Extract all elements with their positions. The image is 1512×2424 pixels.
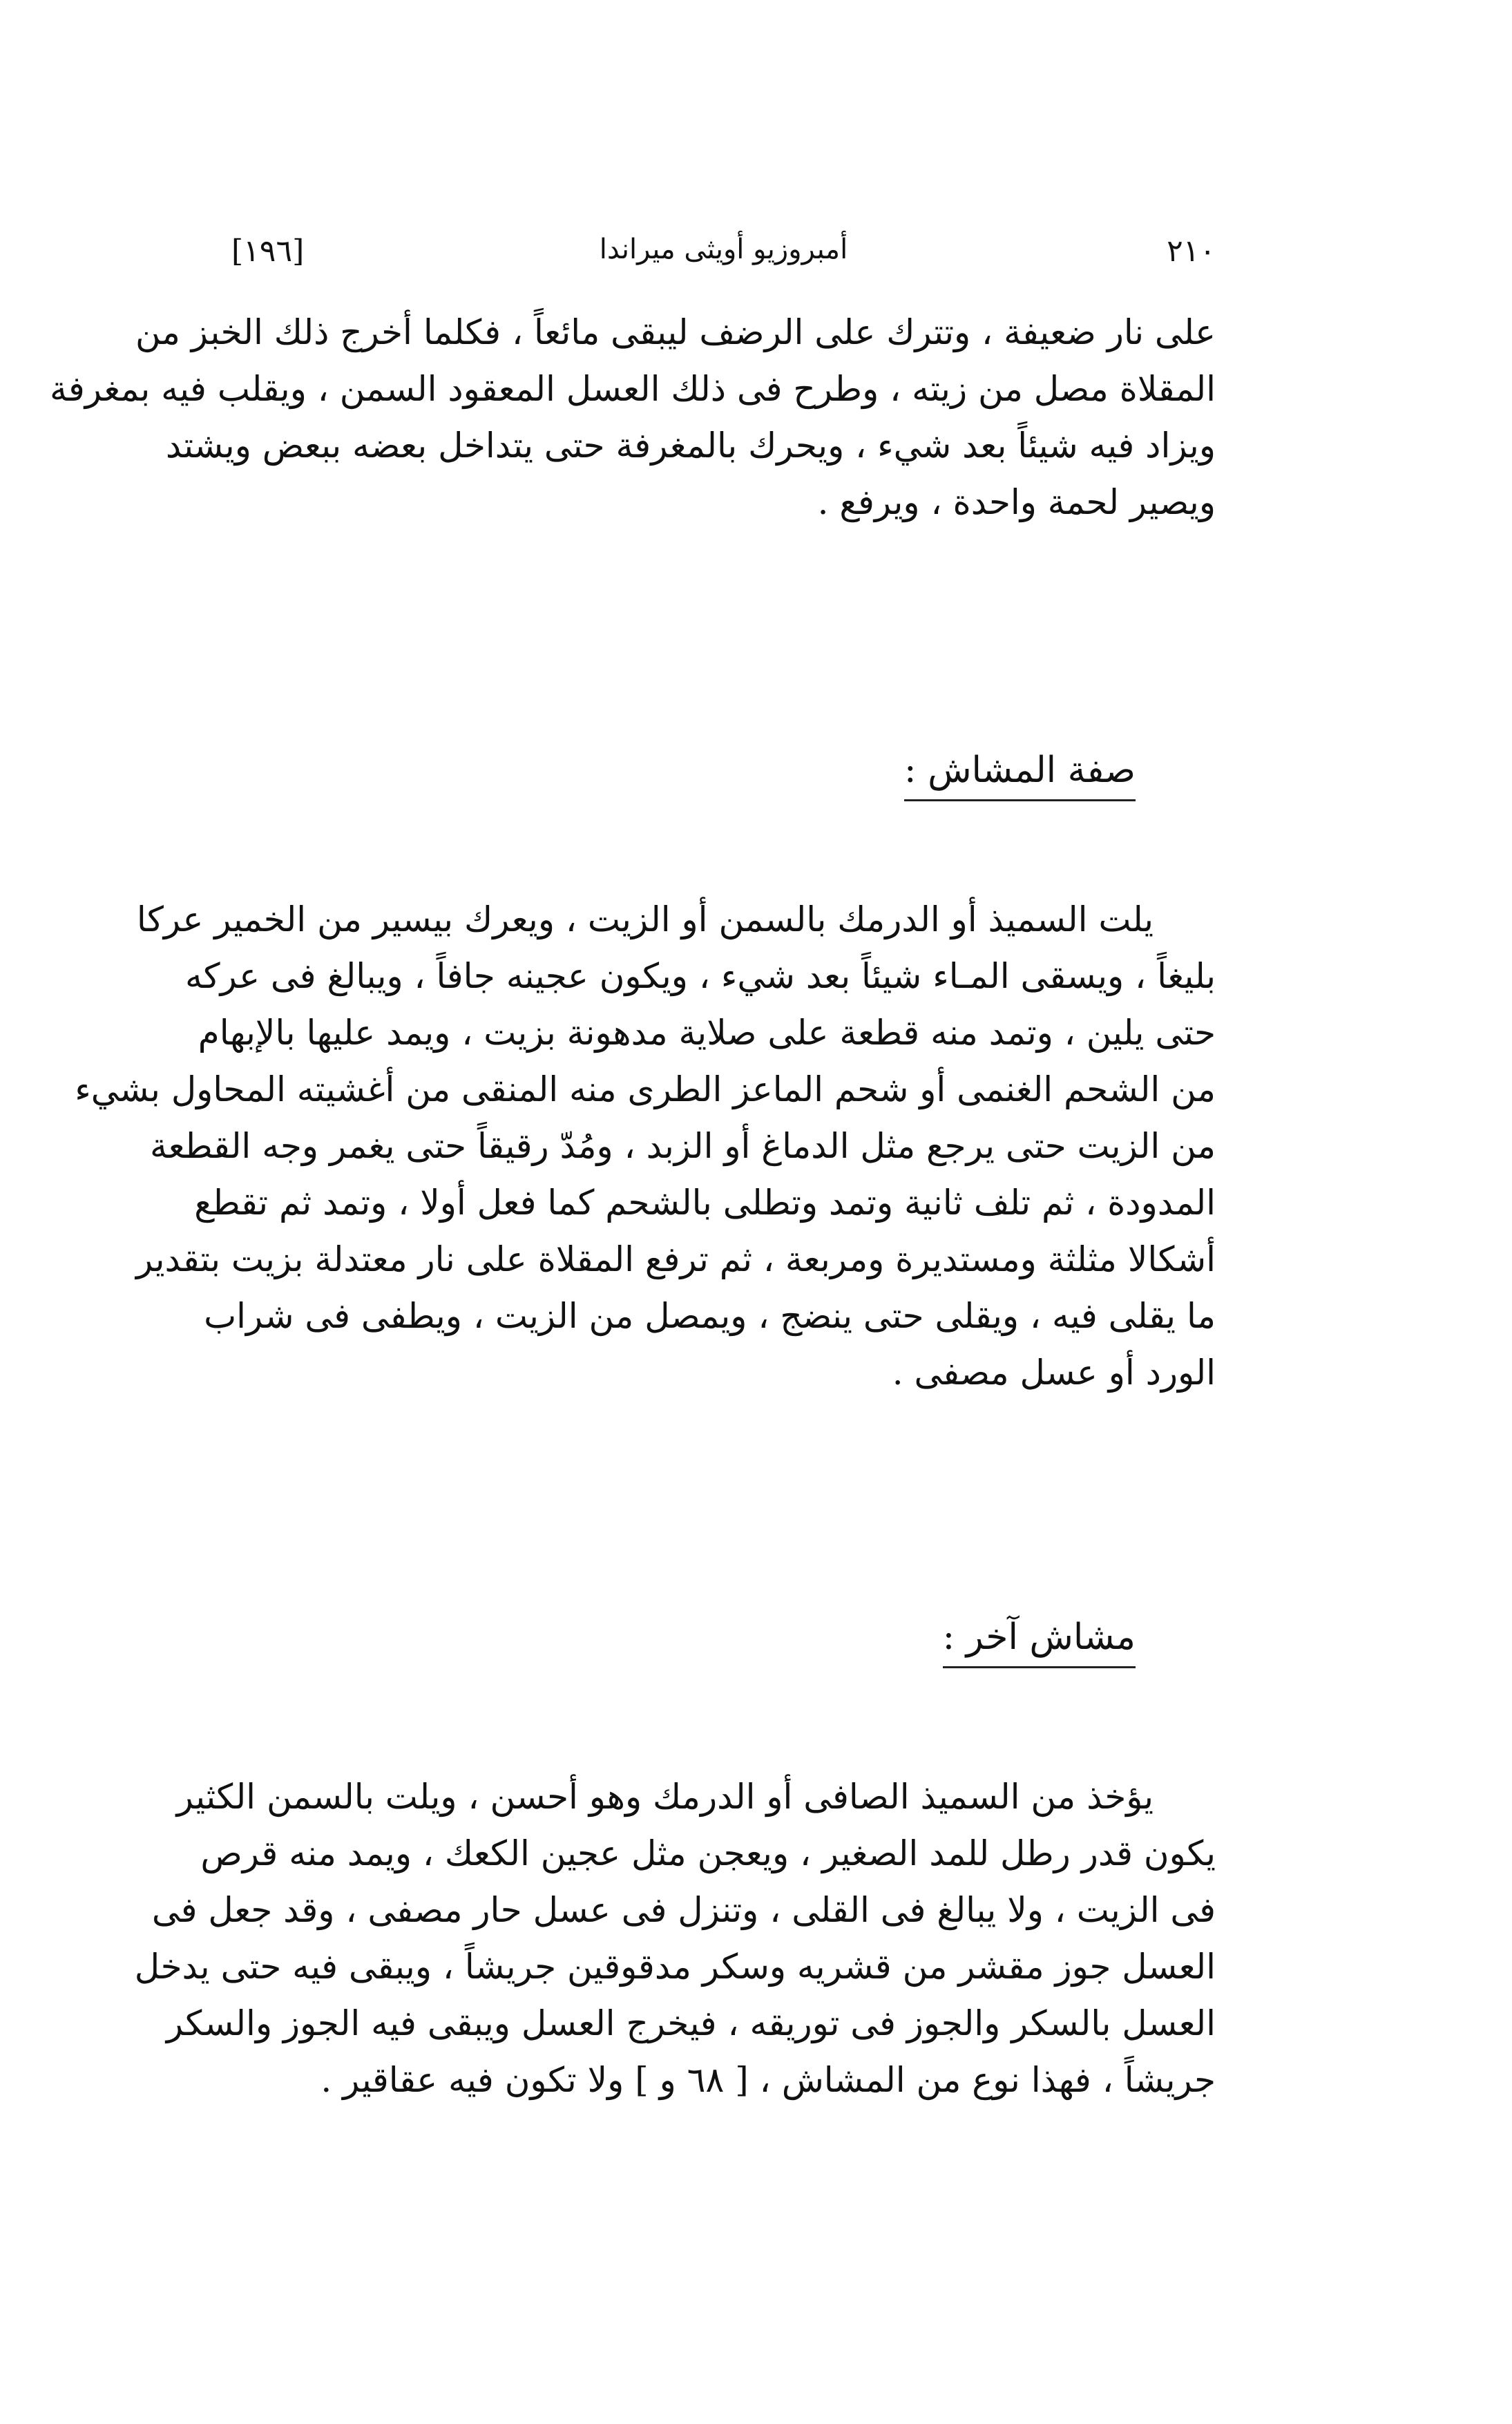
- text-line: الورد أو عسل مصفى .: [892, 1353, 1216, 1393]
- paragraph-2: [75, 891, 1216, 1401]
- text-line: أشكالا مثلثة ومستديرة ومربعة ، ثم ترفع المقلاة على نار معتدلة بزيت بتقدير: [135, 1239, 1216, 1279]
- text-line: فى الزيت ، ولا يبالغ فى القلى ، وتنزل فى عسل حار مصفى ، وقد جعل فى: [151, 1890, 1216, 1930]
- text-line: يلت السميذ أو الدرمك بالسمن أو الزيت ، ويعرك بيسير من الخمير عركا: [136, 899, 1154, 939]
- text-line: ما يقلى فيه ، ويقلى حتى ينضج ، ويمصل من الزيت ، ويطفى فى شراب: [204, 1296, 1216, 1336]
- paragraph-3: [134, 1768, 1216, 2108]
- page-number: ٢١٠: [1167, 233, 1216, 269]
- section-heading-another-mushash: [943, 1616, 1136, 1668]
- text-line: يؤخذ من السميذ الصافى أو الدرمك وهو أحسن ، ويلت بالسمن الكثير: [176, 1777, 1154, 1817]
- original-page-marker: [١٩٦]: [231, 233, 305, 269]
- text-line: يكون قدر رطل للمد الصغير ، ويعجن مثل عجين الكعك ، ويمد منه قرص: [200, 1833, 1216, 1873]
- heading-text: مشاش آخر :: [943, 1616, 1136, 1668]
- text-line: من الزيت حتى يرجع مثل الدماغ أو الزبد ، ومُدّ رقيقاً حتى يغمر وجه القطعة: [149, 1126, 1216, 1166]
- text-line: جريشاً ، فهذا نوع من المشاش ، [ ٦٨ و ] ولا تكون فيه عقاقير .: [320, 2060, 1216, 2100]
- text-line: حتى يلين ، وتمد منه قطعة على صلاية مدهونة بزيت ، ويمد عليها بالإبهام: [198, 1013, 1216, 1053]
- text-line: على نار ضعيفة ، وتترك على الرضف ليبقى مائعاً ، فكلما أخرج ذلك الخبز من: [135, 312, 1216, 352]
- text-line: ويزاد فيه شيئاً بعد شيء ، ويحرك بالمغرفة حتى يتداخل بعضه ببعض ويشتد: [165, 426, 1216, 466]
- section-heading-mushash: [904, 750, 1136, 801]
- heading-text: صفة المشاش :: [904, 750, 1136, 801]
- text-line: المدودة ، ثم تلف ثانية وتمد وتطلى بالشحم كما فعل أولا ، وتمد ثم تقطع: [194, 1183, 1216, 1223]
- text-line: المقلاة مصل من زيته ، وطرح فى ذلك العسل المعقود السمن ، ويقلب فيه بمغرفة: [50, 369, 1216, 409]
- paragraph-1: [50, 304, 1216, 531]
- text-line: العسل بالسكر والجوز فى توريقه ، فيخرج العسل ويبقى فيه الجوز والسكر: [166, 2003, 1216, 2043]
- page-header: [231, 233, 1216, 282]
- running-title: أمبروزيو أويثى ميراندا: [599, 233, 848, 265]
- text-line: ويصير لحمة واحدة ، ويرفع .: [817, 482, 1216, 522]
- text-line: بليغاً ، ويسقى المـاء شيئاً بعد شيء ، ويكون عجينه جافاً ، ويبالغ فى عركه: [185, 956, 1216, 996]
- text-line: العسل جوز مقشر من قشريه وسكر مدقوقين جريشاً ، ويبقى فيه حتى يدخل: [134, 1947, 1216, 1987]
- text-line: من الشحم الغنمى أو شحم الماعز الطرى منه المنقى من أغشيته المحاول بشيء: [75, 1069, 1216, 1109]
